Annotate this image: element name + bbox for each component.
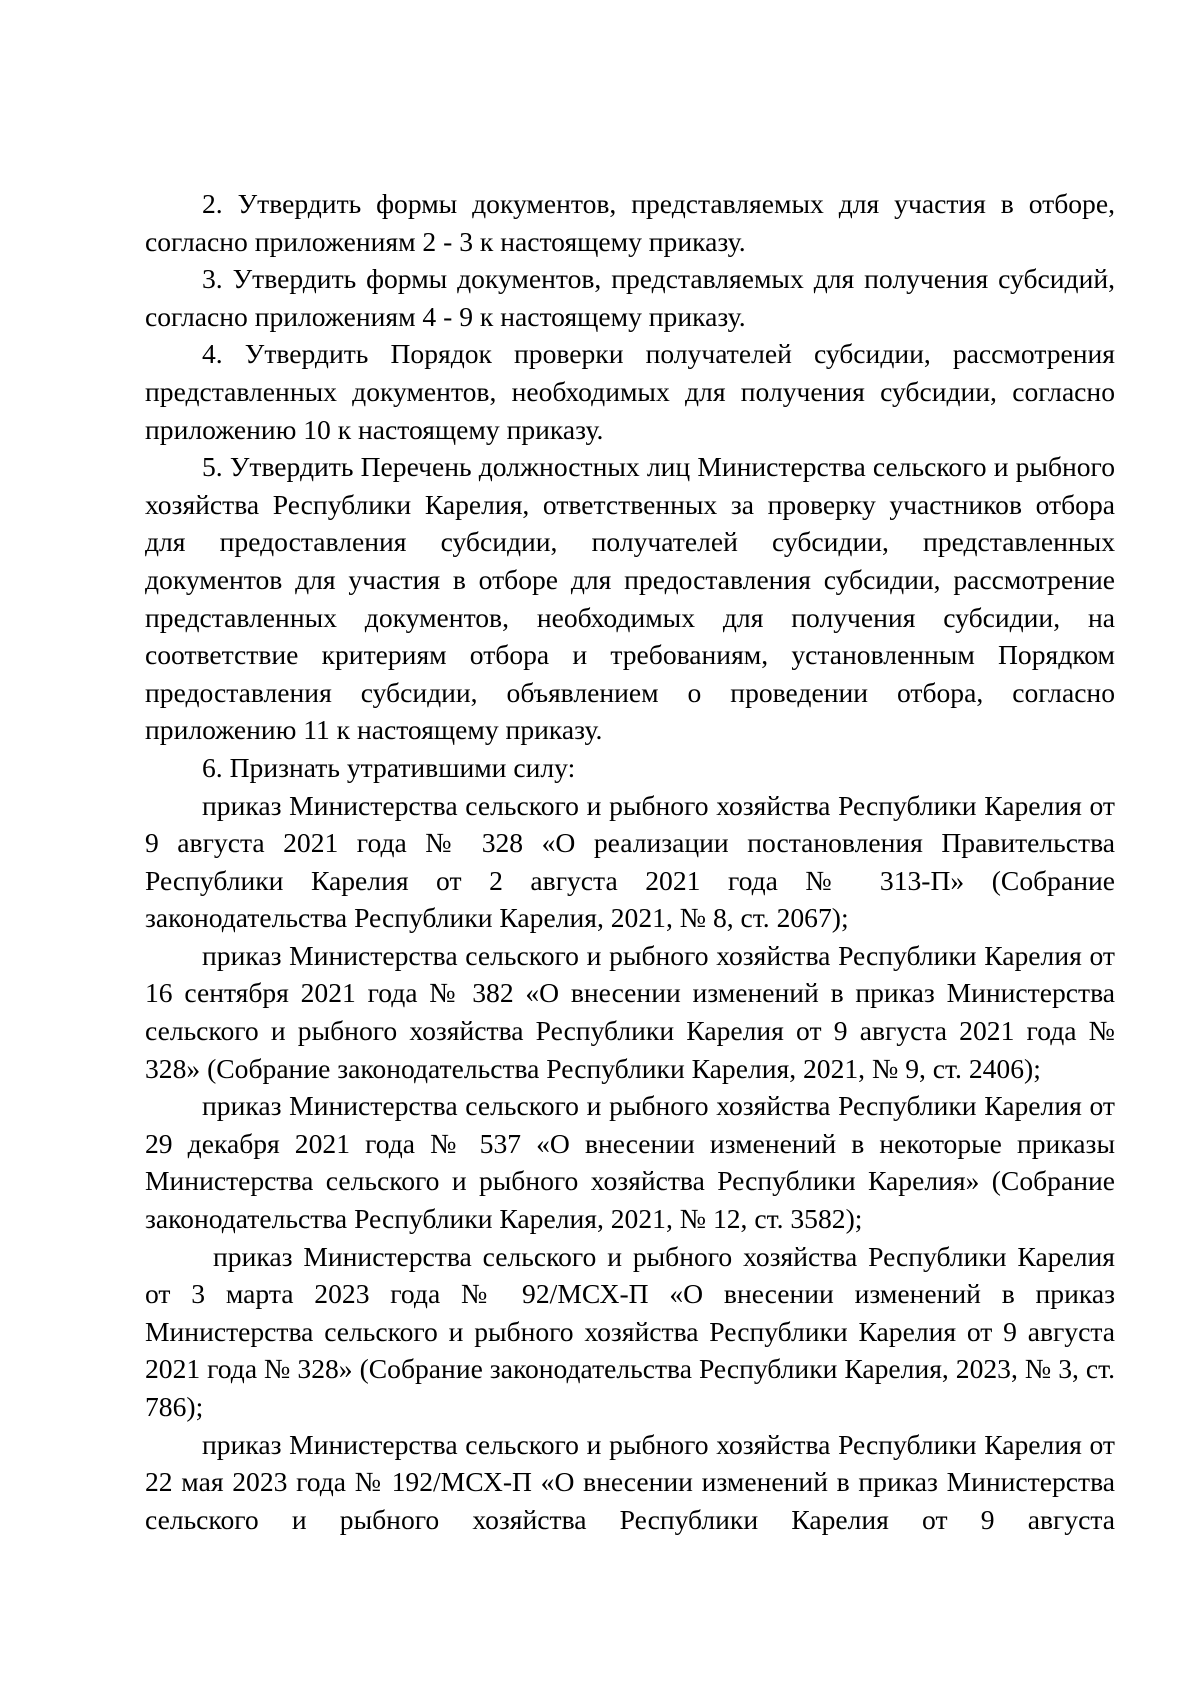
paragraph-item-3: 3. Утвердить формы документов, представляемых для получения субсидий, согласно приложениям 4 - 9 к настоящему приказу.	[145, 263, 1115, 332]
paragraph-order-537: приказ Министерства сельского и рыбного хозяйства Республики Карелия от 29 декабря 2021 года № 537 «О внесении изменений в некоторые приказы Министерства сельского и рыбного хозяйства Республики Карелия» (Собрание законодательства Республики Карелия, 2021, № 12, ст. 3582);	[145, 1090, 1115, 1235]
paragraph-item-6: 6. Признать утратившими силу:	[202, 751, 576, 783]
paragraph-item-5: 5. Утвердить Перечень должностных лиц Министерства сельского и рыбного хозяйства Республики Карелия, ответственных за проверку участников отбора для предоставления субсидии, получателей субсидии, представленных документов для участия в отборе для предоставления субсидии, рассмотрение представленных документов, необходимых для получения субсидии, на соответствие критериям отбора и требованиям, установленным Порядком предоставления субсидии, объявлением о проведении отбора, согласно приложению 11 к настоящему приказу.	[145, 451, 1115, 746]
paragraph-item-4: 4. Утвердить Порядок проверки получателей субсидии, рассмотрения представленных документов, необходимых для получения субсидии, согласно приложению 10 к настоящему приказу.	[145, 338, 1115, 445]
paragraph-order-192: приказ Министерства сельского и рыбного хозяйства Республики Карелия от 22 мая 2023 года № 192/МСХ-П «О внесении изменений в приказ Министерства сельского и рыбного хозяйства Республики Карелия от 9 августа	[145, 1428, 1115, 1535]
paragraph-order-328: приказ Министерства сельского и рыбного хозяйства Республики Карелия от 9 августа 2021 года № 328 «О реализации постановления Правительства Республики Карелия от 2 августа 2021 года № 313-П» (Собрание законодательства Республики Карелия, 2021, № 8, ст. 2067);	[145, 789, 1115, 934]
document-body	[145, 185, 1115, 1538]
paragraph-item-2: 2. Утвердить формы документов, представляемых для участия в отборе, согласно приложениям 2 - 3 к настоящему приказу.	[145, 188, 1115, 257]
paragraph-order-382: приказ Министерства сельского и рыбного хозяйства Республики Карелия от 16 сентября 2021 года № 382 «О внесении изменений в приказ Министерства сельского и рыбного хозяйства Республики Карелия от 9 августа 2021 года № 328» (Собрание законодательства Республики Карелия, 2021, № 9, ст. 2406);	[145, 939, 1115, 1084]
paragraph-order-92: приказ Министерства сельского и рыбного хозяйства Республики Карелия от 3 марта 2023 года № 92/МСХ-П «О внесении изменений в приказ Министерства сельского и рыбного хозяйства Республики Карелия от 9 августа 2021 года № 328» (Собрание законодательства Республики Карелия, 2023, № 3, ст. 786);	[145, 1240, 1115, 1422]
